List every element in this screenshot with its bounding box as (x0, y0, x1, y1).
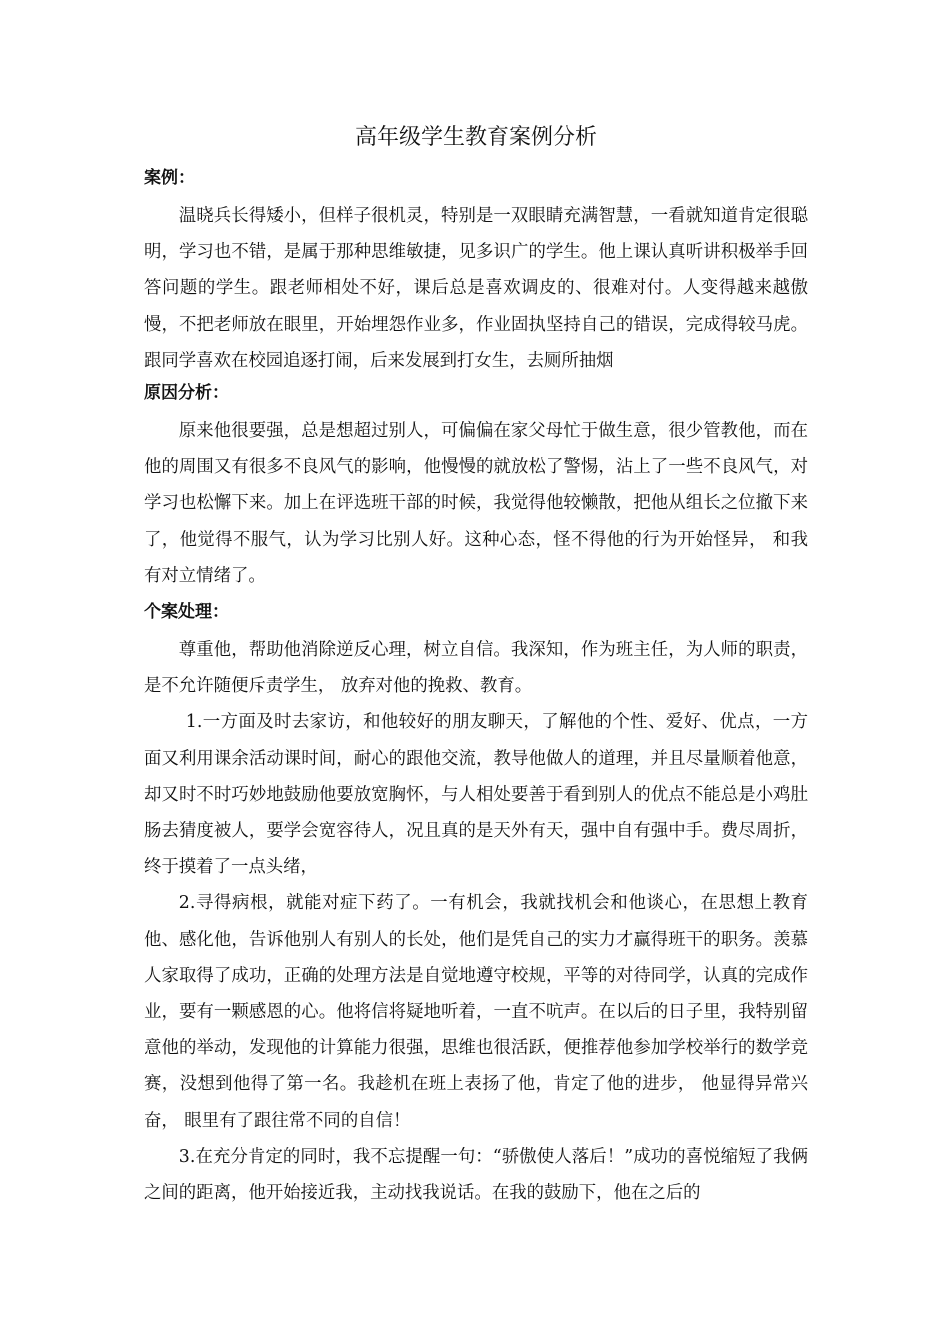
handling-step-2-paragraph: 2.寻得病根，就能对症下药了。一有机会，我就找机会和他谈心，在思想上教育他、感化他，告诉他别人有别人的长处，他们是凭自己的实力才赢得班干的职务。羡慕人家取得了成功，正确的处理方法是自觉地遵守校规，平等的对待同学，认真的完成作业，要有一颗感恩的心。他将信将疑地听着，一直不吭声。在以后的日子里，我特别留意他的举动，发现他的计算能力很强，思维也很活跃，便推荐他参加学校举行的数学竞赛，没想到他得了第一名。我趁机在班上表扬了他，肯定了他的进步， 他显得异常兴奋， 眼里有了跟往常不同的自信！ (144, 893, 808, 1131)
handling-step-3-paragraph: 3.在充分肯定的同时，我不忘提醒一句：“骄傲使人落后！”成功的喜悦缩短了我俩之间的距离，他开始接近我，主动找我说话。在我的鼓励下，他在之后的 (144, 1146, 808, 1204)
handling-step-1-paragraph: 1.一方面及时去家访，和他较好的朋友聊天，了解他的个性、爱好、优点，一方面又利用课余活动课时间，耐心的跟他交流，教导他做人的道理，并且尽量顺着他意，却又时不时巧妙地鼓励他要放宽胸怀，与人相处要善于看到别人的优点不能总是小鸡肚肠去猜度被人，要学会宽容待人，况且真的是天外有天，强中自有强中手。费尽周折， 终于摸着了一点头绪， (144, 712, 808, 878)
case-heading: 案例： (144, 168, 195, 188)
cause-heading: 原因分析： (144, 383, 229, 404)
cause-paragraph: 原来他很要强，总是想超过别人，可偏偏在家父母忙于做生意，很少管教他，而在他的周围又有很多不良风气的影响，他慢慢的就放松了警惕，沾上了一些不良风气，对学习也松懈下来。加上在评选班干部的时候，我觉得他较懒散，把他从组长之位撤下来了，他觉得不服气，认为学习比别人好。这种心态，怪不得他的行为开始怪异， 和我有对立情绪了。 (144, 421, 808, 586)
handling-heading: 个案处理： (144, 602, 229, 623)
document-body (144, 118, 808, 1211)
handling-intro-paragraph: 尊重他，帮助他消除逆反心理，树立自信。我深知，作为班主任，为人师的职责， 是不允许随便斥责学生， 放弃对他的挽救、教育。 (144, 640, 808, 697)
case-paragraph: 温晓兵长得矮小，但样子很机灵，特别是一双眼睛充满智慧，一看就知道肯定很聪明，学习也不错，是属于那种思维敏捷，见多识广的学生。他上课认真听讲积极举手回答问题的学生。跟老师相处不好，课后总是喜欢调皮的、很难对付。人变得越来越傲慢，不把老师放在眼里，开始埋怨作业多，作业固执坚持自己的错误，完成得较马虎。跟同学喜欢在校园追逐打闹，后来发展到打女生，去厕所抽烟 (144, 206, 808, 371)
document-title: 高年级学生教育案例分析 (354, 125, 597, 150)
